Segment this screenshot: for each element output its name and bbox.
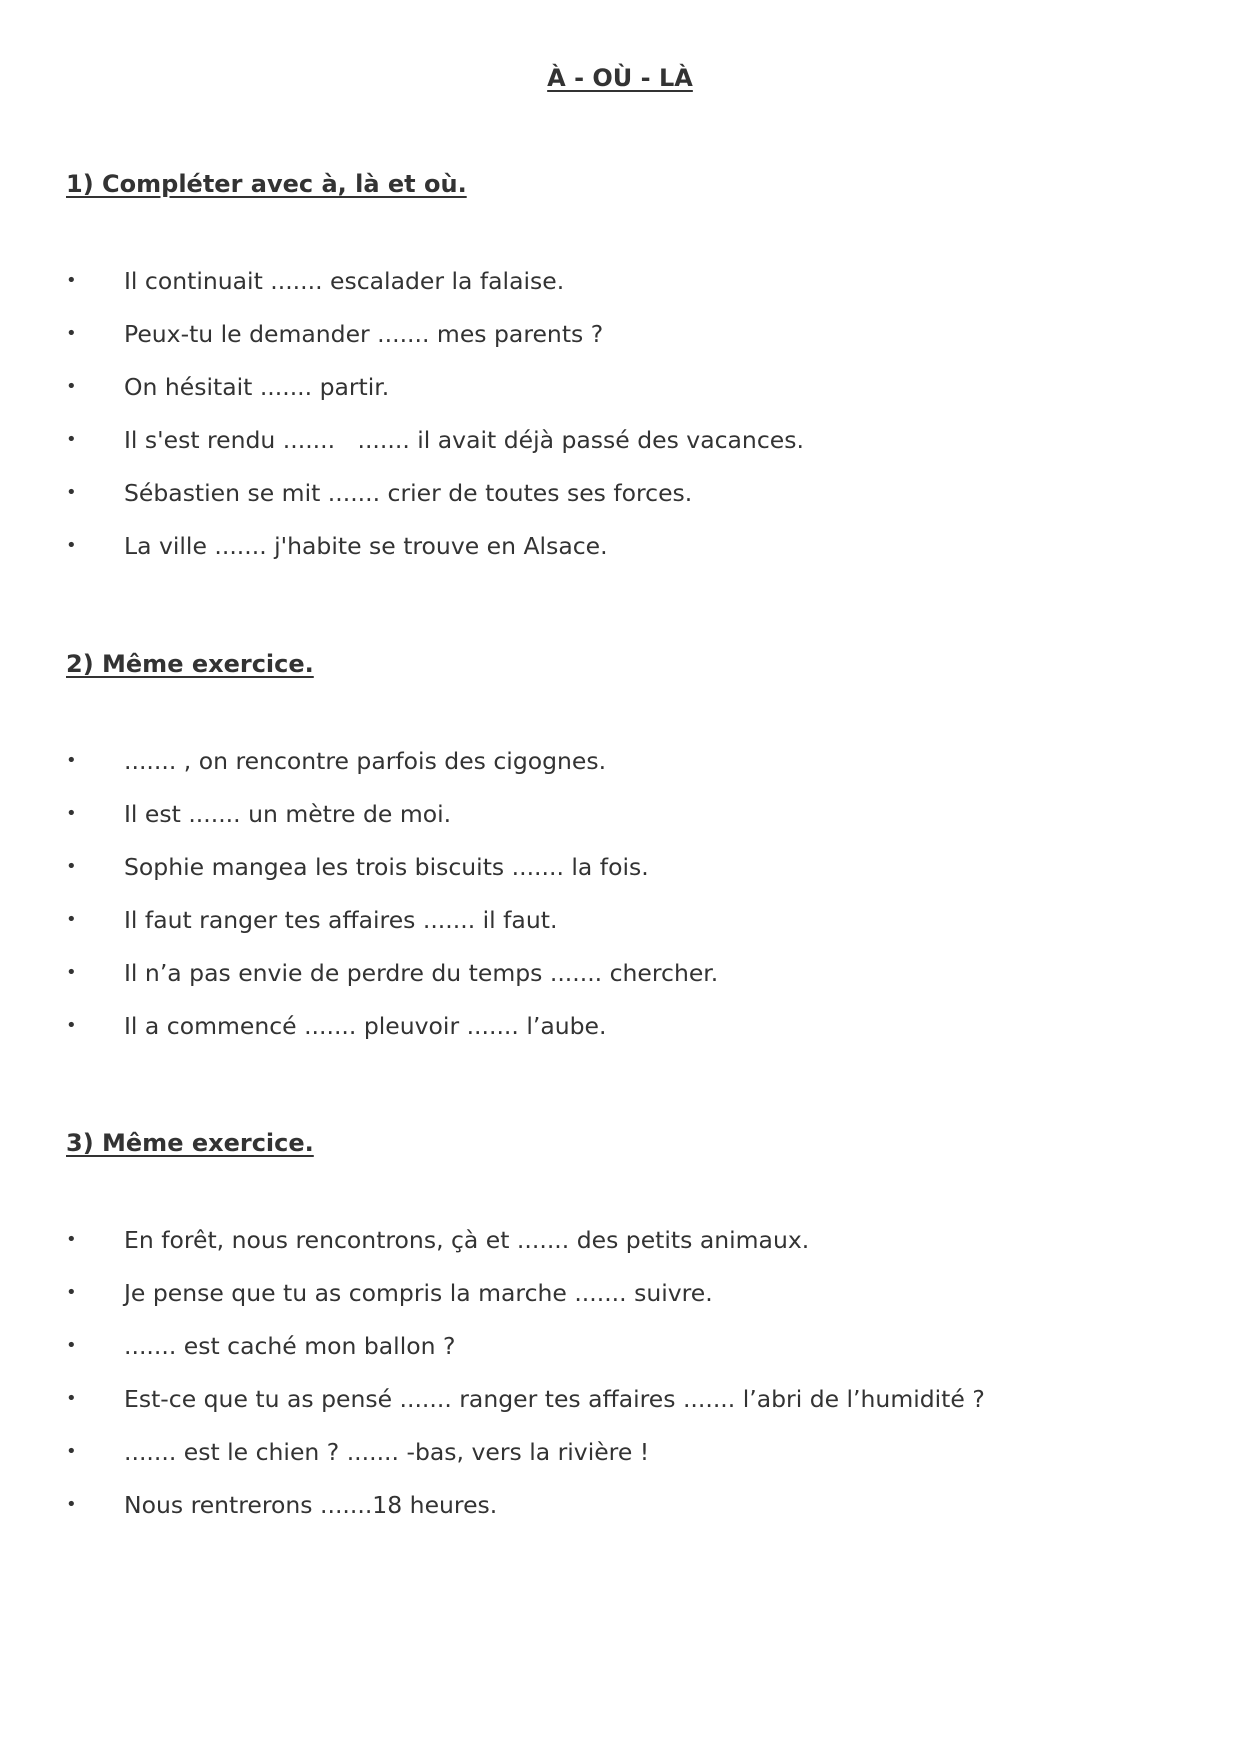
exercise-sentence: Nous rentrerons .......18 heures. bbox=[124, 1491, 498, 1519]
exercise-sentence: Est-ce que tu as pensé ....... ranger tes affaires ....... l’abri de l’humidité ? bbox=[124, 1385, 985, 1413]
exercise-sentence: Il s'est rendu ....... ....... il avait déjà passé des vacances. bbox=[124, 426, 804, 454]
exercise-sentence: Sophie mangea les trois biscuits ....... la fois. bbox=[124, 853, 649, 881]
bullet-icon: • bbox=[66, 482, 77, 503]
bullet-icon: • bbox=[66, 1388, 77, 1409]
exercise-sentence: En forêt, nous rencontrons, çà et ....... des petits animaux. bbox=[124, 1226, 810, 1254]
bullet-icon: • bbox=[66, 750, 77, 771]
bullet-icon: • bbox=[66, 429, 77, 450]
exercise-sentence: ....... est caché mon ballon ? bbox=[124, 1332, 456, 1360]
exercise-sentence: ....... est le chien ? ....... -bas, vers la rivière ! bbox=[124, 1438, 650, 1466]
exercise-sentence: Je pense que tu as compris la marche ....... suivre. bbox=[124, 1279, 713, 1307]
exercise-sentence: Sébastien se mit ....... crier de toutes ses forces. bbox=[124, 479, 693, 507]
bullet-icon: • bbox=[66, 1441, 77, 1462]
exercise-sentence: Il est ....... un mètre de moi. bbox=[124, 800, 452, 828]
bullet-icon: • bbox=[66, 909, 77, 930]
bullet-icon: • bbox=[66, 323, 77, 344]
exercise-sentence: Il a commencé ....... pleuvoir ....... l’aube. bbox=[124, 1012, 607, 1040]
exercise-sentence: Il faut ranger tes affaires ....... il faut. bbox=[124, 906, 558, 934]
exercise-sentence: Il continuait ....... escalader la falaise. bbox=[124, 267, 565, 295]
exercise-sentence: La ville ....... j'habite se trouve en Alsace. bbox=[124, 532, 608, 560]
section-heading: 2) Même exercice. bbox=[66, 650, 314, 678]
exercise-sentence: Il n’a pas envie de perdre du temps ....... chercher. bbox=[124, 959, 719, 987]
bullet-icon: • bbox=[66, 1494, 77, 1515]
exercise-sentence: Peux-tu le demander ....... mes parents ? bbox=[124, 320, 604, 348]
bullet-icon: • bbox=[66, 962, 77, 983]
document-title: À - OÙ - LÀ bbox=[547, 64, 693, 92]
bullet-icon: • bbox=[66, 270, 77, 291]
section-heading: 3) Même exercice. bbox=[66, 1129, 314, 1157]
section-heading: 1) Compléter avec à, là et où. bbox=[66, 170, 467, 198]
bullet-icon: • bbox=[66, 1282, 77, 1303]
exercise-sentence: ....... , on rencontre parfois des cigognes. bbox=[124, 747, 607, 775]
bullet-icon: • bbox=[66, 1229, 77, 1250]
bullet-icon: • bbox=[66, 856, 77, 877]
bullet-icon: • bbox=[66, 803, 77, 824]
bullet-icon: • bbox=[66, 535, 77, 556]
bullet-icon: • bbox=[66, 1335, 77, 1356]
bullet-icon: • bbox=[66, 376, 77, 397]
bullet-icon: • bbox=[66, 1015, 77, 1036]
exercise-sentence: On hésitait ....... partir. bbox=[124, 373, 390, 401]
